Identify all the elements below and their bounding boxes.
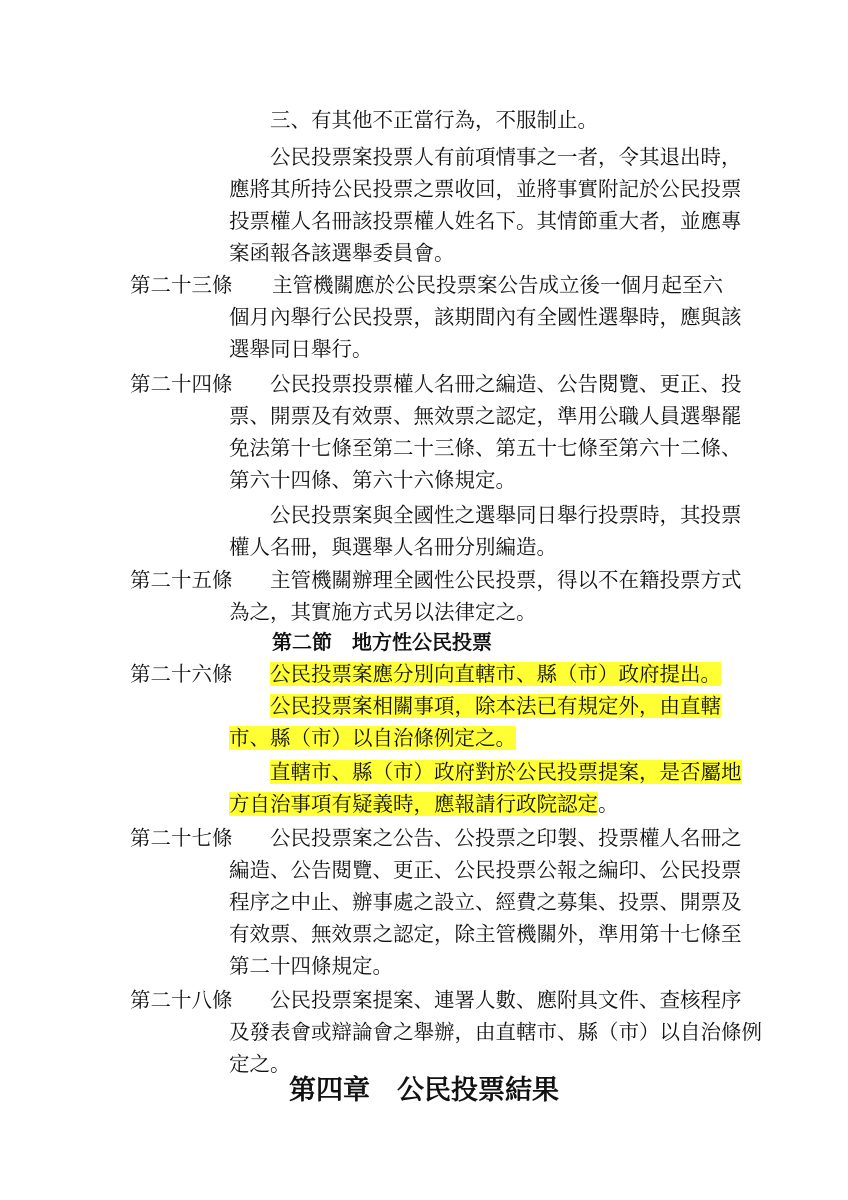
paragraph-line: 投票權人名冊該投票權人姓名下。其情節重大者，並應專 [229,209,742,233]
highlighted-line-wrapper [270,657,721,691]
article-28-number: 第二十八條 [130,988,233,1012]
highlighted-line-wrapper [270,689,721,723]
highlighted-text: 方自治事項有疑義時，應報請行政院認定 [229,792,598,816]
highlighted-line-wrapper [229,787,619,821]
chapter-heading-text: 第四章 公民投票結果 [289,1075,559,1106]
paragraph-line: 編造、公告閱覽、更正、公民投票公報之編印、公民投票 [229,858,742,882]
article-25-text: 主管機關辦理全國性公民投票，得以不在籍投票方式 [270,568,742,592]
section-heading: 第二節 地方性公民投票 [272,630,492,654]
article-28-text: 公民投票案提案、連署人數、應附具文件、查核程序 [270,988,742,1012]
paragraph-line: 定之。 [229,1052,291,1076]
clause-3-text: 三、有其他不正當行為，不服制止。 [270,108,598,132]
paragraph-line: 免法第十七條至第二十三條、第五十七條至第六十二條、 [229,436,742,460]
paragraph-line: 案函報各該選舉委員會。 [229,241,455,265]
paragraph-line: 第二十四條規定。 [229,954,393,978]
paragraph-line: 及發表會或辯論會之舉辦，由直轄市、縣（市）以自治條例 [229,1020,762,1044]
paragraph-line: 選舉同日舉行。 [229,337,373,361]
highlighted-text: 公民投票案相關事項，除本法已有規定外，由直轄 [270,694,721,718]
article-27-text: 公民投票案之公告、公投票之印製、投票權人名冊之 [270,826,742,850]
article-26-number: 第二十六條 [130,662,233,686]
chapter-heading [0,1066,848,1116]
highlighted-text: 市、縣（市）以自治條例定之。 [229,726,516,750]
paragraph-line: 公民投票案與全國性之選舉同日舉行投票時，其投票 [270,503,742,527]
line-end-punctuation: 。 [598,792,619,816]
paragraph-line: 程序之中止、辦事處之設立、經費之募集、投票、開票及 [229,890,742,914]
paragraph-line: 票、開票及有效票、無效票之認定，準用公職人員選舉罷 [229,404,742,428]
highlighted-line-wrapper [229,721,516,755]
highlighted-line-wrapper [270,755,742,789]
paragraph-line: 為之，其實施方式另以法律定之。 [229,600,537,624]
paragraph-line: 權人名冊，與選舉人名冊分別編造。 [229,535,557,559]
paragraph-line: 個月內舉行公民投票，該期間內有全國性選舉時，應與該 [229,305,742,329]
paragraph-line: 有效票、無效票之認定，除主管機關外，準用第十七條至 [229,922,742,946]
article-23-number: 第二十三條 [130,273,233,297]
highlighted-text: 公民投票案應分別向直轄市、縣（市）政府提出。 [270,662,721,686]
article-24-number: 第二十四條 [130,372,233,396]
paragraph-line: 應將其所持公民投票之票收回，並將事實附記於公民投票 [229,177,742,201]
article-27-number: 第二十七條 [130,826,233,850]
paragraph-line: 第六十四條、第六十六條規定。 [229,468,516,492]
article-25-number: 第二十五條 [130,568,233,592]
highlighted-text: 直轄市、縣（市）政府對於公民投票提案，是否屬地 [270,760,742,784]
paragraph-line: 公民投票案投票人有前項情事之一者，令其退出時， [270,145,742,169]
article-23-text: 主管機關應於公民投票案公告成立後一個月起至六 [272,273,723,297]
article-24-text: 公民投票投票權人名冊之編造、公告閱覽、更正、投 [270,372,742,396]
